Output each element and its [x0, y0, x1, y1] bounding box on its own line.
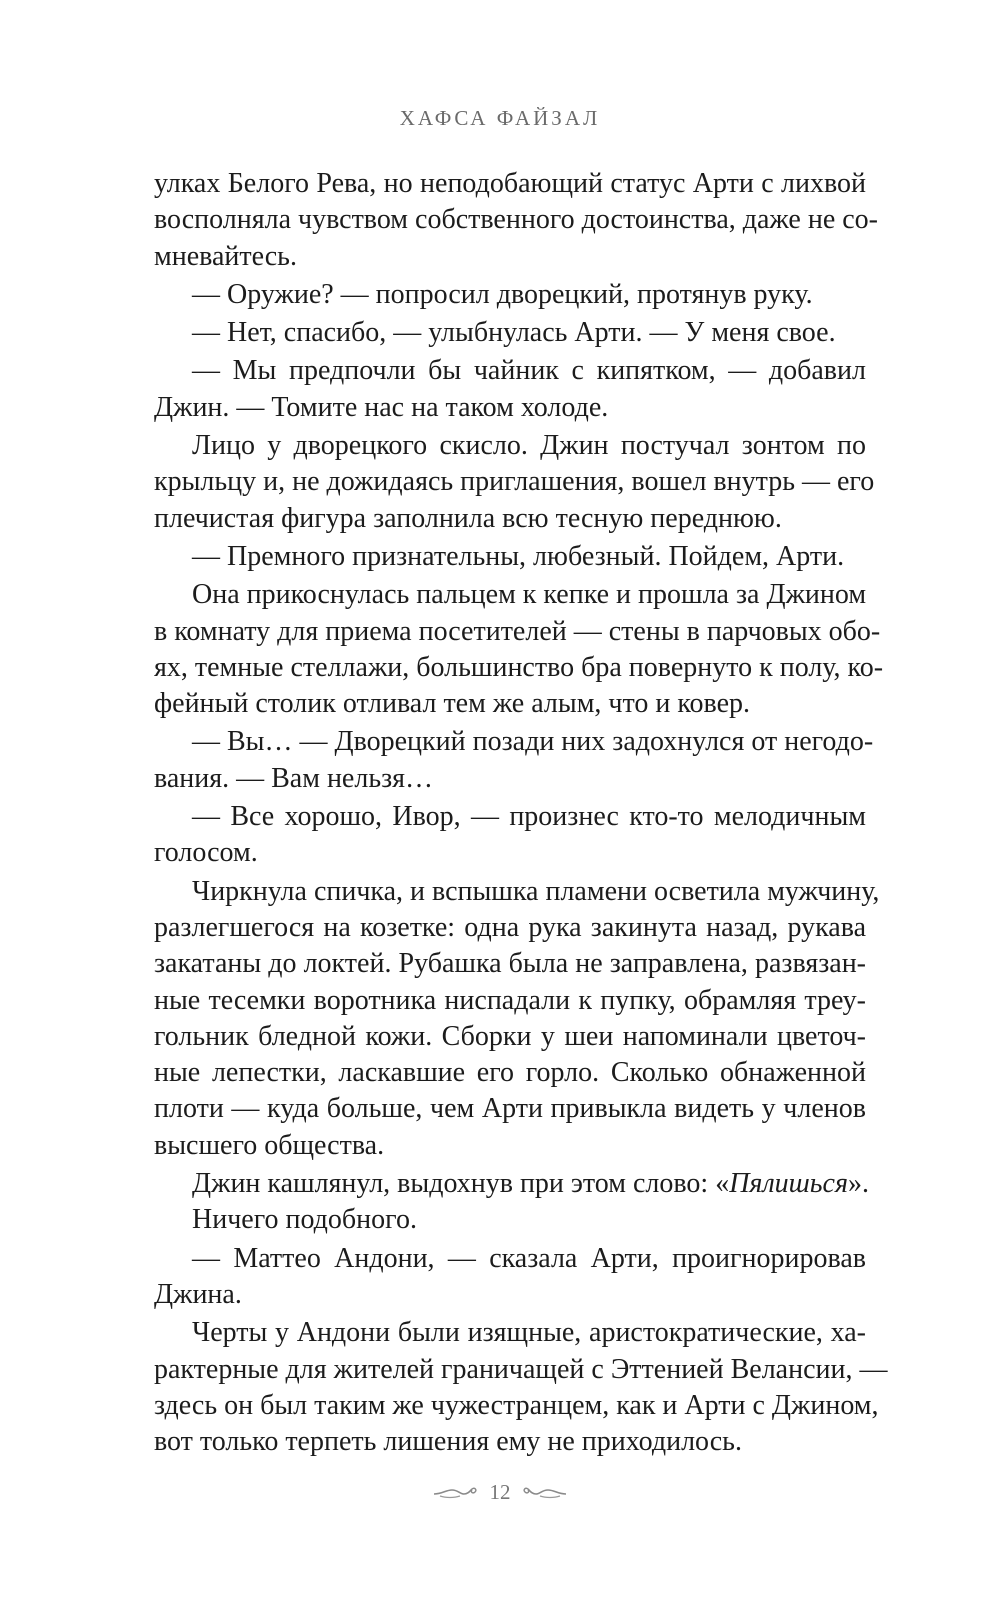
text-line: ные тесемки воротника ниспадали к пупку, обрамляя треу-	[154, 984, 866, 1016]
text-line: Черты у Андони были изящные, аристократические, ха-	[192, 1317, 866, 1349]
text-line: крыльцу и, не дожидаясь приглашения, вошел внутрь — его	[154, 466, 875, 498]
text-segment: Джин кашлянул, выдохнув при этом слово: «	[192, 1168, 730, 1200]
text-line: — Нет, спасибо, — улыбнулась Арти. — У меня свое.	[192, 317, 836, 349]
text-line-with-emphasis	[154, 1166, 869, 1202]
text-line: — Маттео Андони, — сказала Арти, проигнорировав	[192, 1242, 866, 1274]
text-line: голосом.	[154, 837, 258, 869]
text-line: разлегшегося на козетке: одна рука закинута назад, рукава	[154, 911, 866, 943]
text-line: высшего общества.	[154, 1129, 385, 1161]
text-line: ях, темные стеллажи, большинство бра повернуто к полу, ко-	[154, 651, 884, 683]
text-line: мневайтесь.	[154, 240, 297, 272]
text-line: — Вы… — Дворецкий позади них задохнулся от негодо-	[192, 726, 874, 758]
running-head-author: ХАФСА ФАЙЗАЛ	[399, 106, 601, 130]
text-line: Чиркнула спичка, и вспышка пламени осветила мужчину,	[192, 875, 880, 907]
text-line: восполняла чувством собственного достоинства, даже не со-	[154, 204, 878, 236]
page-number: 12	[489, 1479, 511, 1504]
page-folio	[0, 1478, 1000, 1505]
text-line: — Все хорошо, Ивор, — произнес кто-то мелодичным	[192, 801, 866, 833]
emphasized-word: Пялишься	[729, 1168, 848, 1200]
text-line: рактерные для жителей граничащей с Эттенией Велансии, —	[154, 1353, 888, 1385]
text-line: Джин. — Томите нас на таком холоде.	[154, 391, 609, 423]
text-line: вот только терпеть лишения ему не приходилось.	[154, 1426, 742, 1458]
text-segment: ».	[847, 1168, 869, 1200]
text-line: плоти — куда больше, чем Арти привыкла видеть у членов	[154, 1093, 866, 1125]
ornament-right-icon	[522, 1483, 568, 1501]
text-line: — Мы предпочли бы чайник с кипятком, — добавил	[192, 355, 866, 387]
text-line: гольник бледной кожи. Сборки у шеи напоминали цветоч-	[154, 1020, 866, 1052]
text-line: ные лепестки, ласкавшие его горло. Сколько обнаженной	[154, 1057, 866, 1089]
text-line: вания. — Вам нельзя…	[154, 762, 434, 794]
text-line: закатаны до локтей. Рубашка была не заправлена, развязан-	[154, 948, 866, 980]
text-line: фейный столик отливал тем же алым, что и ковер.	[154, 688, 751, 720]
text-line: Она прикоснулась пальцем к кепке и прошла за Джином	[192, 579, 867, 611]
text-line: улках Белого Рева, но неподобающий статус Арти с лихвой	[154, 168, 866, 199]
ornament-left-icon	[432, 1483, 478, 1501]
text-line: плечистая фигура заполнила всю тесную переднюю.	[154, 502, 782, 534]
text-line: Лицо у дворецкого скисло. Джин постучал зонтом по	[192, 430, 866, 462]
text-line: в комнату для приема посетителей — стены в парчовых обо-	[154, 615, 881, 647]
body-text	[154, 166, 888, 1460]
text-line: Джина.	[154, 1278, 242, 1310]
text-line: здесь он был таким же чужестранцем, как и Арти с Джином,	[154, 1389, 879, 1421]
text-line: Ничего подобного.	[192, 1204, 417, 1236]
text-line: — Оружие? — попросил дворецкий, протянув руку.	[192, 278, 813, 310]
text-line: — Премного признательны, любезный. Пойдем, Арти.	[192, 540, 845, 572]
